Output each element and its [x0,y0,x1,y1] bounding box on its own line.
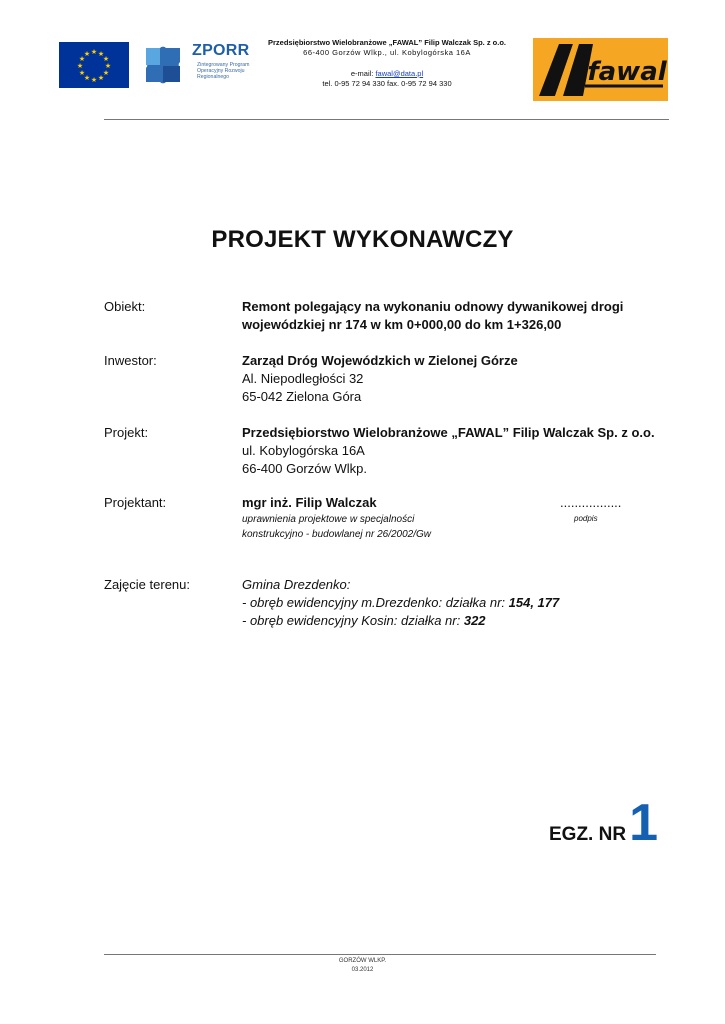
signature-line: ................. [560,495,622,510]
footer [0,957,725,975]
svg-text:★: ★ [78,55,86,63]
zporr-subtitle: Zintegrowany Program Operacyjny Rozwoju Regionalnego [197,62,250,80]
zporr-title: ZPORR [192,42,250,59]
zajecie-line1-plots: 154, 177 [508,595,560,610]
svg-text:★: ★ [102,69,110,77]
document-title: PROJEKT WYKONAWCZY [211,226,514,253]
copy-number [549,793,658,853]
header-divider [104,119,669,120]
projektant-qualification-line2: konstrukcyjno - budowlanej nr 26/2002/Gw [242,529,431,540]
projektant-qualification-line1: uprawnienia projektowe w specjalności [242,514,415,525]
projekt-name: Przedsiębiorstwo Wielobranżowe „FAWAL” Filip Walczak Sp. z o.o. [242,425,655,440]
svg-text:★: ★ [90,76,98,84]
zajecie-line2 [242,612,662,630]
projektant-label: Projektant: [104,495,167,510]
zajecie-line2-prefix: - obręb ewidencyjny Kosin: działka nr: [242,613,464,628]
puzzle-icon [142,44,184,88]
eu-flag-logo [59,42,129,88]
company-address: 66-400 Gorzów Wlkp., ul. Kobylogórska 16A [303,48,471,57]
svg-text:★: ★ [90,48,98,56]
inwestor-street: Al. Niepodległości 32 [242,371,364,386]
company-name: Przedsiębiorstwo Wielobranżowe „FAWAL” Filip Walczak Sp. z o.o. [267,38,507,47]
email-label: e-mail: [350,69,376,78]
zajecie-gmina: Gmina Drezdenko: [242,577,351,592]
projektant-name: mgr inż. Filip Walczak [242,495,377,510]
company-phone: tel. 0-95 72 94 330 fax. 0-95 72 94 330 [322,79,452,88]
zajecie-line2-plots: 322 [463,613,486,628]
projekt-city: 66-400 Gorzów Wlkp. [242,461,367,476]
zajecie-line1 [242,594,662,612]
signature-label: podpis [574,514,598,523]
svg-text:★: ★ [104,62,112,70]
projekt-value [242,424,662,478]
footer-date: 03.2012 [351,967,374,973]
svg-text:★: ★ [78,69,86,77]
svg-text:★: ★ [83,74,91,82]
footer-city: GORZÓW WLKP. [338,958,387,964]
obiekt-label: Obiekt: [104,299,146,314]
road-icon [533,38,668,101]
zporr-logo [142,42,252,90]
svg-text:★: ★ [97,74,105,82]
obiekt-line1: Remont polegający na wykonaniu odnowy dywanikowej drogi [242,299,624,314]
fawal-wordmark: fawal [587,57,667,87]
inwestor-value [242,352,662,406]
copy-number-label: EGZ. NR [549,824,627,845]
svg-text:★: ★ [97,50,105,58]
footer-divider [104,954,656,955]
inwestor-city: 65-042 Zielona Góra [242,389,362,404]
inwestor-label: Inwestor: [104,353,157,368]
fawal-logo [533,38,668,101]
zajecie-value [242,576,662,630]
svg-text:★: ★ [83,50,91,58]
projekt-label: Projekt: [104,425,149,440]
copy-number-value: 1 [629,794,658,852]
zajecie-label: Zajęcie terenu: [104,577,190,592]
inwestor-name: Zarząd Dróg Wojewódzkich w Zielonej Górze [242,353,518,368]
zajecie-line1-prefix: - obręb ewidencyjny m.Drezdenko: działka nr: [242,595,509,610]
svg-text:★: ★ [76,62,84,70]
obiekt-value [242,298,662,334]
company-header [262,38,512,89]
company-email-line [262,69,512,79]
email-link[interactable]: fawal@data.pl [375,69,424,78]
eu-stars-icon [59,42,129,88]
svg-text:★: ★ [102,55,110,63]
projekt-street: ul. Kobylogórska 16A [242,443,365,458]
obiekt-line2: wojewódzkiej nr 174 w km 0+000,00 do km 1+326,00 [242,317,562,332]
